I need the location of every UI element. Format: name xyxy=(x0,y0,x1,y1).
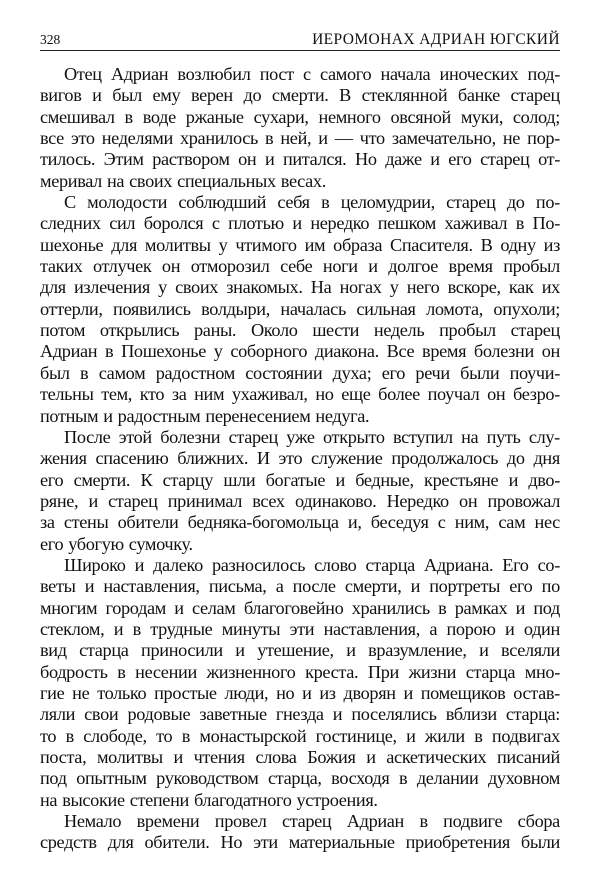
paragraph xyxy=(40,64,560,192)
text-line: средств для обители. Но эти материальные приобретения были xyxy=(40,832,560,853)
text-line: оттерли, появились волдыри, началась сильная ломота, опухоли; xyxy=(40,298,560,319)
running-title: ИЕРОМОНАХ АДРИАН ЮГСКИЙ xyxy=(312,31,560,48)
text-line: Адриан в Пошехонье у соборного диакона. Все время болезни он xyxy=(40,341,560,362)
text-line: многим городам и селам благоговейно хранились в рамках и под xyxy=(40,597,560,618)
text-line: то в слободе, то в монастырской гостинице, и жили в подвигах xyxy=(40,725,560,746)
text-line: гие не только простые люди, но и из дворян и помещиков остав- xyxy=(40,682,560,703)
text-line: потом открылись раны. Около шести недель пробыл старец xyxy=(40,320,560,341)
text-line: Немало времени провел старец Адриан в подвиге сбора xyxy=(64,811,560,832)
text-line: тельны тем, кто за ним ухаживал, но еще более поучал он безро- xyxy=(40,384,560,405)
paragraph xyxy=(40,427,560,555)
text-line: под опытным руководством старца, восходя в делании духовном xyxy=(40,768,560,789)
running-header xyxy=(40,31,560,51)
paragraph xyxy=(40,192,560,427)
text-line: вид старца приносили и утешение, и вразумление, и вселяли xyxy=(40,640,560,661)
page-number: 328 xyxy=(40,32,61,47)
text-line: жения спасению ближних. И это служение продолжалось до дня xyxy=(40,448,560,469)
text-line: С молодости соблюдший себя в целомудрии, старец до по- xyxy=(64,192,560,213)
text-line: тилось. Этим раствором он и питался. Но даже и его старец от- xyxy=(40,149,560,170)
text-line: После этой болезни старец уже открыто вступил на путь слу- xyxy=(64,426,560,447)
text-line: ряне, и старец принимал всех одинаково. Нередко он провожал xyxy=(40,490,560,511)
text-line: все это неделями хранилось в ней, и — что замечательно, не пор- xyxy=(40,128,560,149)
text-line: был в самом радостном состоянии духа; его речи были поучи- xyxy=(40,362,560,383)
text-line: смешивал в воде ржаные сухари, немного овсяной муки, солод; xyxy=(40,106,560,127)
text-line: следних сил боролся с плотью и нередко пешком хаживал в По- xyxy=(40,213,560,234)
page-body xyxy=(40,64,560,854)
text-line: вигов и был ему верен до смерти. В стеклянной банке старец xyxy=(40,85,560,106)
text-line: за стены обители бедняка-богомольца и, беседуя с ним, сам нес xyxy=(40,512,560,533)
text-line: стеклом, и в трудные минуты эти наставления, а порою и один xyxy=(40,618,560,639)
text-line: веты и наставления, письма, а после смерти, и портреты его по xyxy=(40,576,560,597)
text-line: Широко и далеко разносилось слово старца Адриана. Его со- xyxy=(64,554,560,575)
paragraph xyxy=(40,811,560,854)
text-line: на высокие степени благодатного устроения. xyxy=(40,789,378,810)
paragraph xyxy=(40,555,560,811)
text-line: поста, молитвы и чтения слова Божия и аскетических писаний xyxy=(40,747,560,767)
text-line: ляли свои родовые заветные гнезда и поселялись вблизи старца: xyxy=(40,704,560,725)
text-line: его смерти. К старцу шли богатые и бедные, крестьяне и дво- xyxy=(40,469,560,490)
text-line: бодрость в несении жизненного креста. При жизни старца мно- xyxy=(40,661,560,682)
text-line: таких отлучек он отморозил себе ноги и долгое время пробыл xyxy=(40,256,560,277)
text-line: шехонье для молитвы у чтимого им образа Спасителя. В одну из xyxy=(40,234,560,255)
text-line: потным и радостным перенесением недуга. xyxy=(40,405,370,426)
text-line: Отец Адриан возлюбил пост с самого начала иноческих под- xyxy=(64,64,560,84)
text-line: меривал на своих специальных весах. xyxy=(40,170,326,191)
text-line: для излечения у своих знакомых. На ногах у него вскоре, как их xyxy=(40,277,560,298)
text-line: его убогую сумочку. xyxy=(40,533,193,554)
